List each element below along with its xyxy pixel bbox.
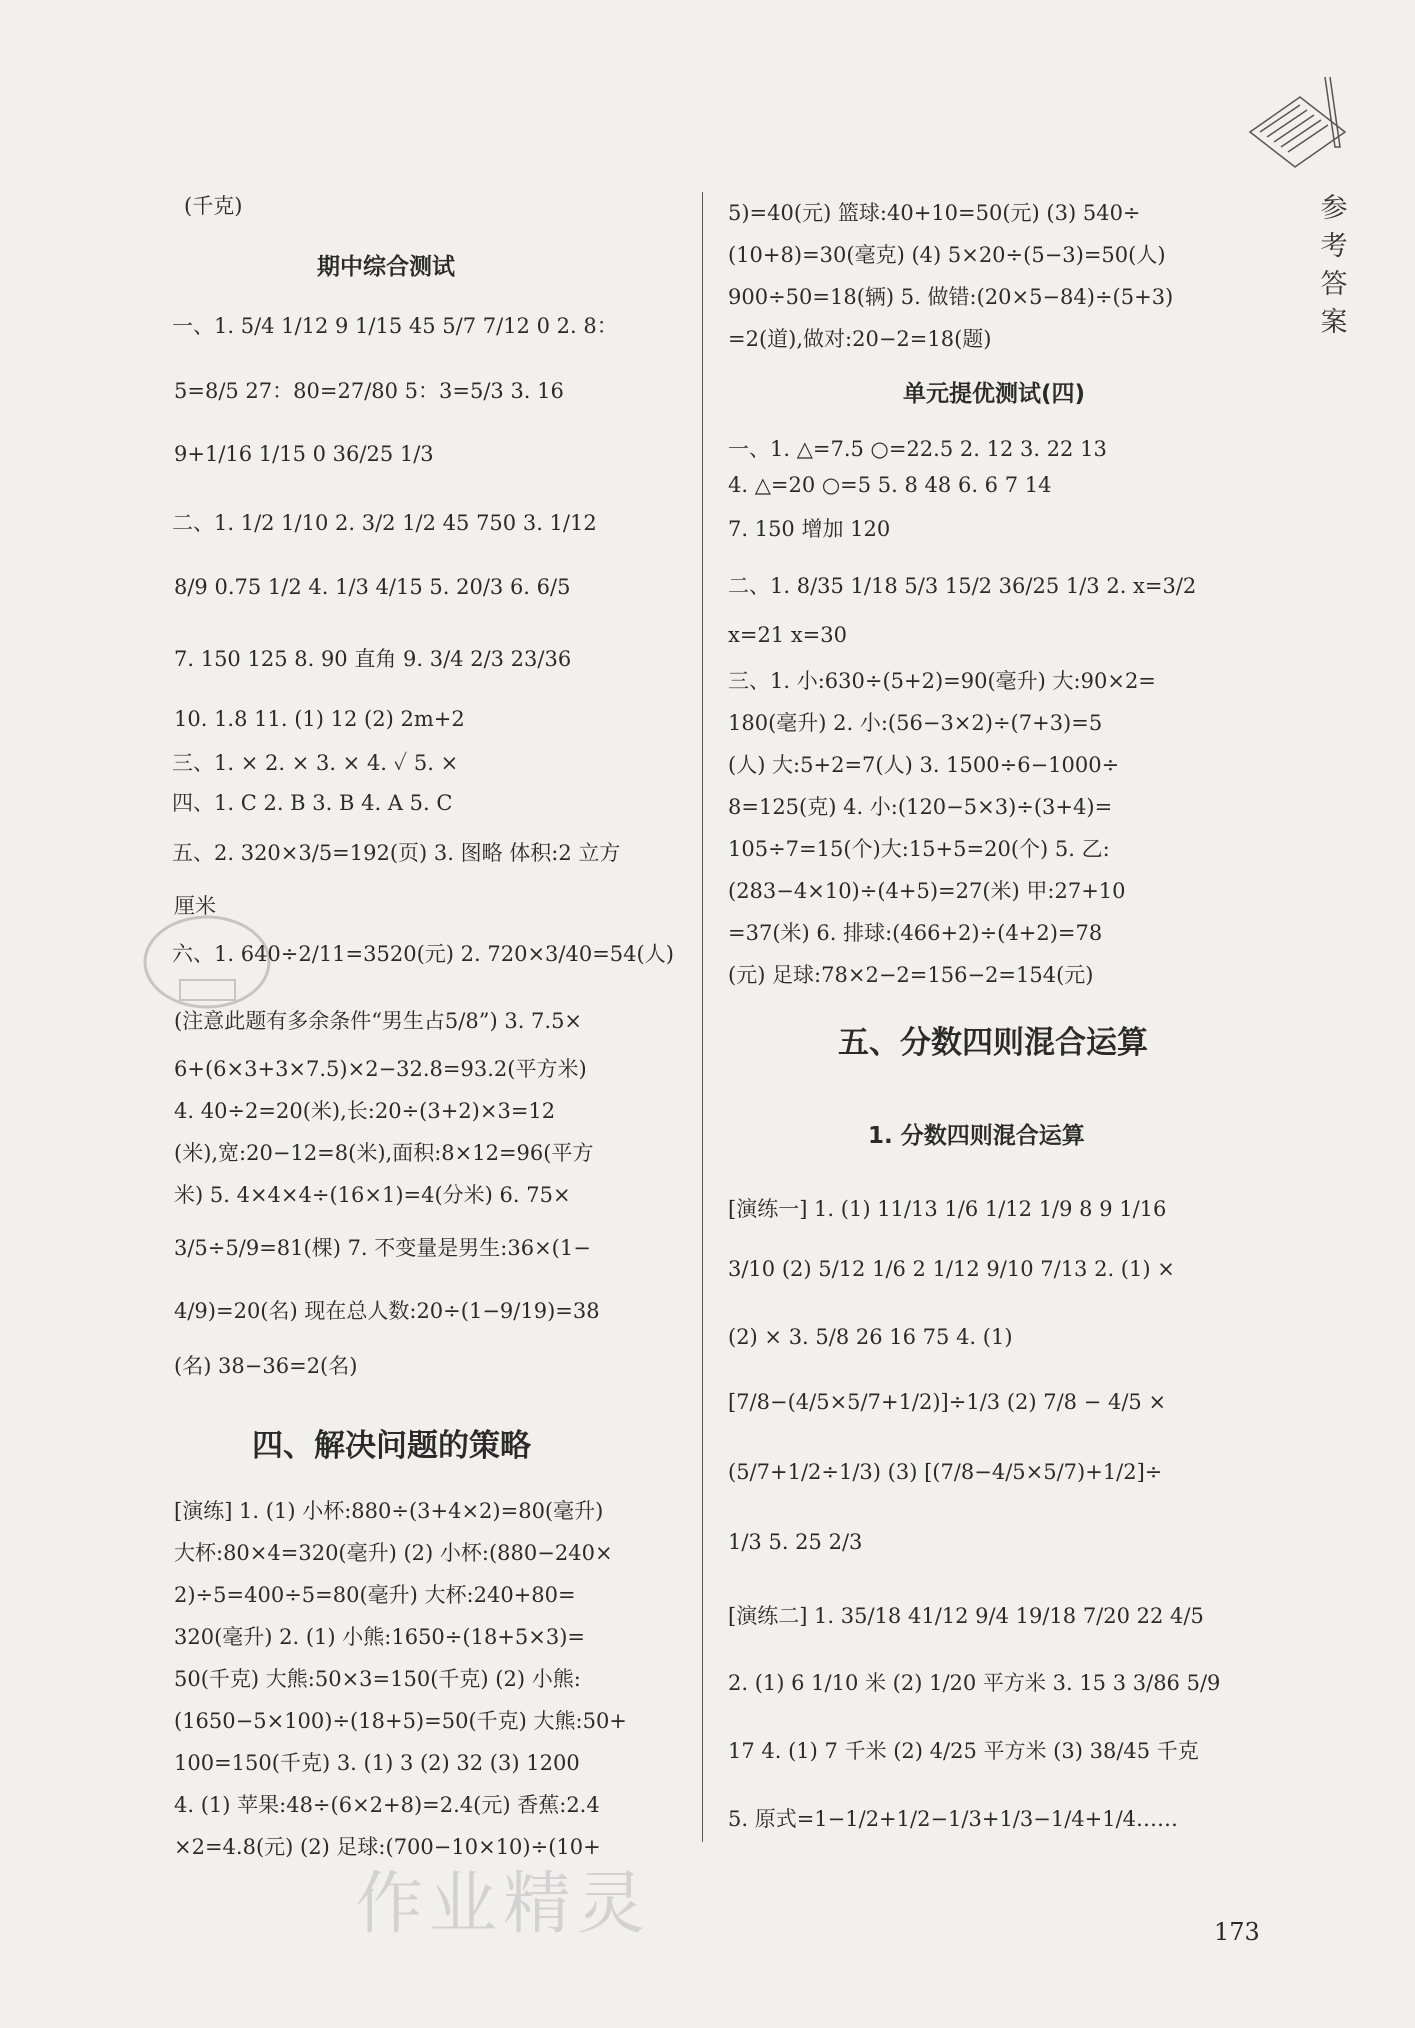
notebook-pencil-logo (1245, 72, 1355, 172)
answer-line: 一、1. 5/4 1/12 9 1/15 45 5/7 7/12 0 2. 8： (172, 314, 618, 338)
answer-line: 米) 5. 4×4×4÷(16×1)=4(分米) 6. 75× (174, 1183, 571, 1207)
section-title-midterm: 期中综合测试 (317, 254, 455, 280)
answer-line: 2)÷5=400÷5=80(毫升) 大杯:240+80= (174, 1583, 576, 1607)
answer-line: 6+(6×3+3×7.5)×2−32.8=93.2(平方米) (174, 1057, 587, 1081)
answer-line: 4. 40÷2=20(米),长:20÷(3+2)×3=12 (174, 1099, 556, 1123)
answer-line: 4. (1) 苹果:48÷(6×2+8)=2.4(元) 香蕉:2.4 (174, 1793, 600, 1817)
answer-line: 7. 150 125 8. 90 直角 9. 3/4 2/3 23/36 (174, 647, 572, 671)
column-divider (702, 192, 703, 1842)
watermark-text: 作业精灵 (355, 1865, 652, 1944)
answer-line: 1/3 5. 25 2/3 (728, 1530, 863, 1554)
answer-line: 8/9 0.75 1/2 4. 1/3 4/15 5. 20/3 6. 6/5 (174, 575, 571, 599)
answer-line: 4/9)=20(名) 现在总人数:20÷(1−9/19)=38 (174, 1299, 600, 1323)
answer-line: 二、1. 1/2 1/10 2. 3/2 1/2 45 750 3. 1/12 (172, 511, 597, 535)
answer-line: 10. 1.8 11. (1) 12 (2) 2m+2 (174, 707, 465, 731)
answer-line: (注意此题有多余条件“男生占5/8”) 3. 7.5× (174, 1009, 583, 1033)
answer-line: 一、1. △=7.5 ○=22.5 2. 12 3. 22 13 (728, 437, 1107, 461)
answer-line: 二、1. 8/35 1/18 5/3 15/2 36/25 1/3 2. x=3/2 (728, 574, 1197, 598)
answer-line: 3/5÷5/9=81(棵) 7. 不变量是男生:36×(1− (174, 1236, 591, 1260)
answer-line: 三、1. 小:630÷(5+2)=90(毫升) 大:90×2= (728, 669, 1156, 693)
answer-line: 105÷7=15(个)大:15+5=20(个) 5. 乙: (728, 837, 1110, 861)
answer-line: 五、2. 320×3/5=192(页) 3. 图略 体积:2 立方 (172, 841, 621, 865)
answer-line: =37(米) 6. 排球:(466+2)÷(4+2)=78 (728, 921, 1103, 945)
answer-line: 900÷50=18(辆) 5. 做错:(20×5−84)÷(5+3) (728, 285, 1174, 309)
answer-line: (1650−5×100)÷(18+5)=50(千克) 大熊:50+ (174, 1709, 627, 1733)
answer-line: 5)=40(元) 篮球:40+10=50(元) (3) 540÷ (728, 201, 1141, 225)
answer-line: 厘米 (174, 894, 216, 918)
answer-line: (米),宽:20−12=8(米),面积:8×12=96(平方 (174, 1141, 594, 1165)
answer-line: 5=8/5 27：80=27/80 5：3=5/3 3. 16 (174, 379, 564, 403)
answer-line: (名) 38−36=2(名) (174, 1354, 358, 1378)
chapter-title-strategy: 四、解决问题的策略 (252, 1428, 531, 1464)
answer-line: 17 4. (1) 7 千米 (2) 4/25 平方米 (3) 38/45 千克 (728, 1739, 1199, 1763)
answer-line: 六、1. 640÷2/11=3520(元) 2. 720×3/40=54(人) (172, 942, 674, 966)
answer-line: 8=125(克) 4. 小:(120−5×3)÷(3+4)= (728, 795, 1113, 819)
answer-line: (10+8)=30(毫克) (4) 5×20÷(5−3)=50(人) (728, 243, 1166, 267)
answer-line: 7. 150 增加 120 (728, 517, 891, 541)
page-number: 173 (1214, 1918, 1260, 1946)
answer-line: [7/8−(4/5×5/7+1/2)]÷1/3 (2) 7/8 − 4/5 × (728, 1390, 1167, 1414)
answer-line: 2. (1) 6 1/10 米 (2) 1/20 平方米 3. 15 3 3/86 5/9 (728, 1671, 1221, 1695)
answer-line: x=21 x=30 (728, 623, 847, 647)
answer-line: 180(毫升) 2. 小:(56−3×2)÷(7+3)=5 (728, 711, 1103, 735)
answer-line: 大杯:80×4=320(毫升) (2) 小杯:(880−240× (174, 1541, 613, 1565)
answer-line: [演练] 1. (1) 小杯:880÷(3+4×2)=80(毫升) (174, 1499, 604, 1523)
answer-line: 四、1. C 2. B 3. B 4. A 5. C (172, 791, 453, 815)
chapter-title-fractions: 五、分数四则混合运算 (838, 1025, 1148, 1061)
answer-line: 3/10 (2) 5/12 1/6 2 1/12 9/10 7/13 2. (1) × (728, 1257, 1175, 1281)
answer-line: 4. △=20 ○=5 5. 8 48 6. 6 7 14 (728, 473, 1052, 497)
answer-line: [演练一] 1. (1) 11/13 1/6 1/12 1/9 8 9 1/16 (728, 1197, 1167, 1221)
answer-line: (人) 大:5+2=7(人) 3. 1500÷6−1000÷ (728, 753, 1120, 777)
answer-line: 320(毫升) 2. (1) 小熊:1650÷(18+5×3)= (174, 1625, 586, 1649)
subsection-title: 1. 分数四则混合运算 (868, 1123, 1085, 1149)
answer-line: 三、1. × 2. × 3. × 4. ✓ 5. × (172, 751, 459, 775)
answer-line: ×2=4.8(元) (2) 足球:(700−10×10)÷(10+ (174, 1835, 601, 1859)
unit-label: (千克) (184, 194, 243, 218)
side-section-label: 参考答案 (1320, 193, 1348, 338)
answer-line: =2(道),做对:20−2=18(题) (728, 327, 992, 351)
answer-line: (5/7+1/2÷1/3) (3) [(7/8−4/5×5/7)+1/2]÷ (728, 1460, 1163, 1484)
answer-line: (283−4×10)÷(4+5)=27(米) 甲:27+10 (728, 879, 1126, 903)
section-title-unit-test: 单元提优测试(四) (903, 381, 1086, 407)
answer-line: (2) × 3. 5/8 26 16 75 4. (1) (728, 1325, 1013, 1349)
answer-line: 9+1/16 1/15 0 36/25 1/3 (174, 442, 434, 466)
answer-line: [演练二] 1. 35/18 41/12 9/4 19/18 7/20 22 4/5 (728, 1604, 1204, 1628)
answer-line: 5. 原式=1−1/2+1/2−1/3+1/3−1/4+1/4…… (728, 1807, 1179, 1831)
answer-line: (元) 足球:78×2−2=156−2=154(元) (728, 963, 1094, 987)
answer-line: 50(千克) 大熊:50×3=150(千克) (2) 小熊: (174, 1667, 581, 1691)
answer-line: 100=150(千克) 3. (1) 3 (2) 32 (3) 1200 (174, 1751, 580, 1775)
